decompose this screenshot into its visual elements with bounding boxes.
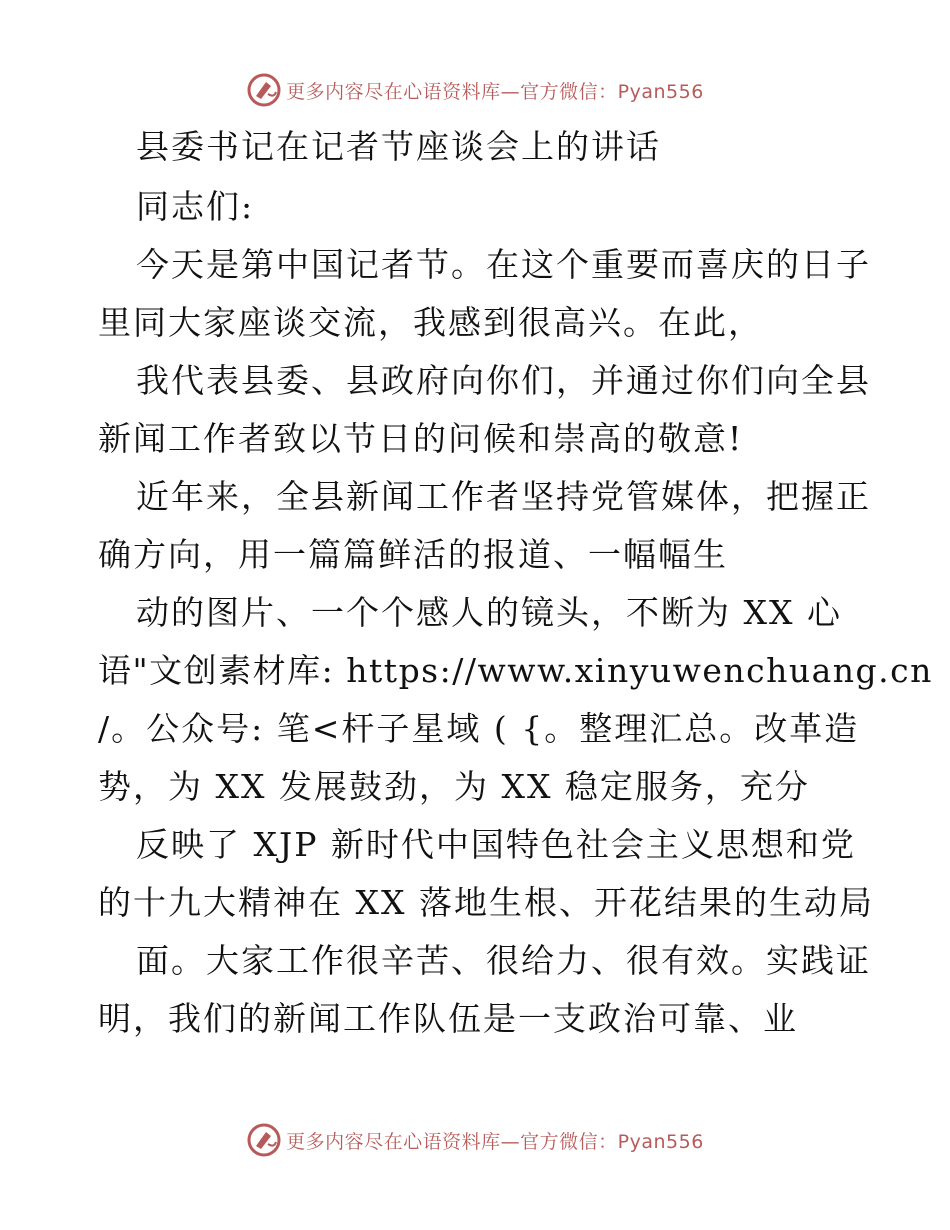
paragraph-line: 明，我们的新闻工作队伍是一支政治可靠、业: [98, 999, 798, 1038]
salutation: 同志们:: [136, 187, 255, 226]
paragraph-line: 势，为 XX 发展鼓劲，为 XX 稳定服务，充分: [98, 767, 810, 806]
document-title: 县委书记在记者节座谈会上的讲话: [136, 127, 661, 166]
paragraph-line: 反映了 XJP 新时代中国特色社会主义思想和党: [136, 825, 856, 864]
watermark-text: 更多内容尽在心语资料库—官方微信：Pyan556: [286, 80, 704, 103]
header-watermark: [0, 70, 950, 110]
paragraph-line: 动的图片、一个个感人的镜头，不断为 XX 心: [136, 593, 842, 632]
watermark-text: 更多内容尽在心语资料库—官方微信：Pyan556: [286, 1130, 704, 1153]
paragraph-line: 语"文创素材库: https://www.xinyuwenchuang.cn: [98, 651, 933, 690]
paragraph-line: 面。大家工作很辛苦、很给力、很有效。实践证: [136, 941, 871, 980]
footer-watermark: [0, 1120, 950, 1160]
paragraph-line: 确方向，用一篇篇鲜活的报道、一幅幅生: [98, 535, 728, 574]
paragraph-line: 里同大家座谈交流，我感到很高兴。在此，: [98, 303, 763, 342]
paragraph-line: 我代表县委、县政府向你们，并通过你们向全县: [136, 361, 871, 400]
paragraph-line: 的十九大精神在 XX 落地生根、开花结果的生动局: [98, 883, 874, 922]
logo-icon: [246, 1122, 282, 1158]
paragraph-line: 今天是第中国记者节。在这个重要而喜庆的日子: [136, 245, 871, 284]
logo-icon: [246, 72, 282, 108]
paragraph-line: 新闻工作者致以节日的问候和崇高的敬意!: [98, 419, 744, 458]
paragraph-line: 近年来，全县新闻工作者坚持党管媒体，把握正: [136, 477, 871, 516]
paragraph-line: /。公众号: 笔<杆子星域 ( {。整理汇总。改革造: [98, 709, 860, 748]
